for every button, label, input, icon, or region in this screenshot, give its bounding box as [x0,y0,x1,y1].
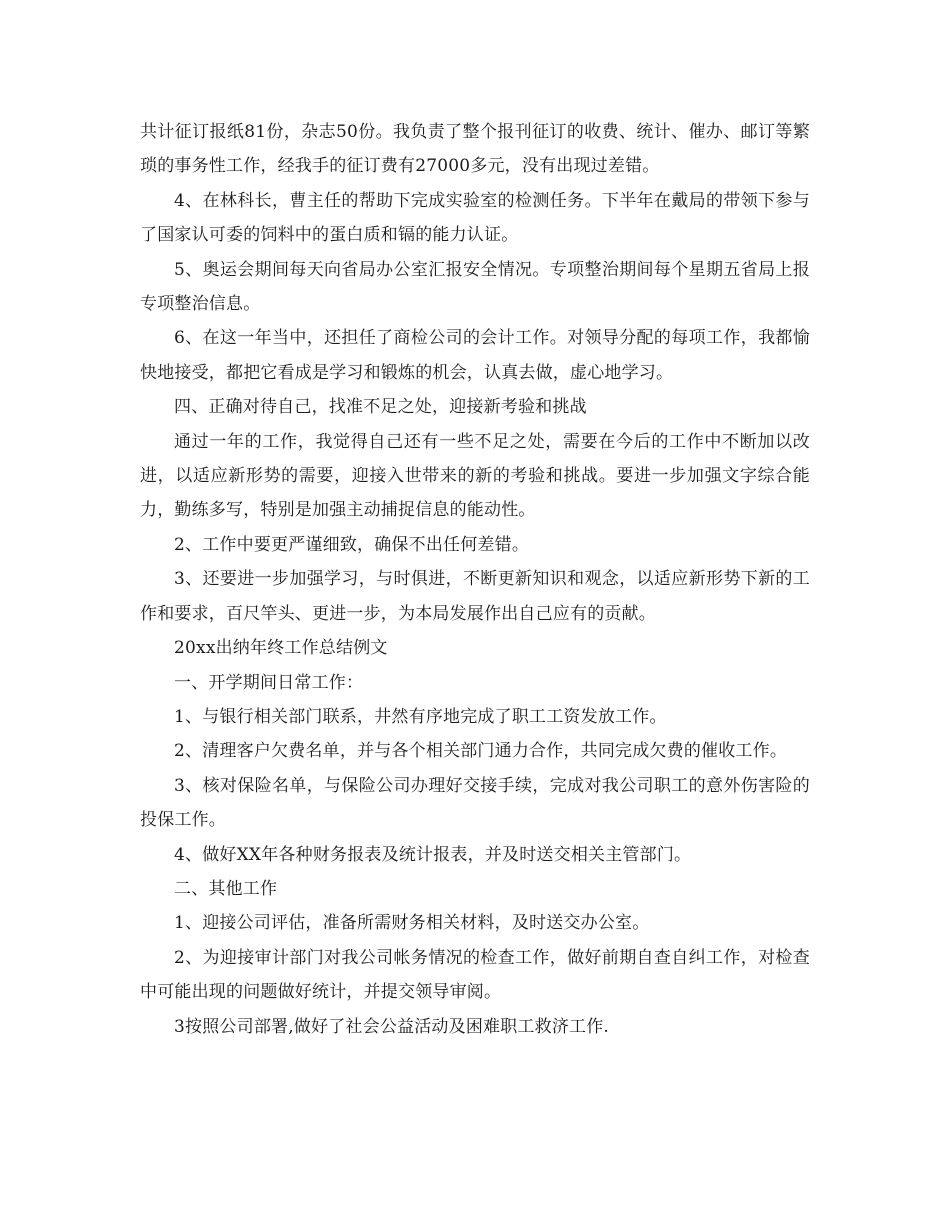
paragraph-6: 通过一年的工作，我觉得自己还有一些不足之处，需要在今后的工作中不断加以改进，以适应新形势的需要，迎接入世带来的新的考验和挑战。要进一步加强文字综合能力，勤练多写，特别是加强主动捕捉信息的能动性。 [140,431,810,521]
section-heading-4: 四、正确对待自己，找准不足之处，迎接新考验和挑战 [174,397,587,418]
paragraph-1: 共计征订报纸81份，杂志50份。我负责了整个报刊征订的收费、统计、催办、邮订等繁琐的事务性工作，经我手的征订费有27000多元，没有出现过差错。 [140,122,810,177]
paragraph-11: 1、与银行相关部门联系，井然有序地完成了职工工资发放工作。 [174,706,667,727]
paragraph-12: 2、清理客户欠费名单，并与各个相关部门通力合作，共同完成欠费的催收工作。 [174,741,788,762]
paragraph-18: 3按照公司部署,做好了社会公益活动及困难职工救济工作. [174,1016,610,1037]
paragraph-3: 5、奥运会期间每天向省局办公室汇报安全情况。专项整治期间每个星期五省局上报专项整治信息。 [140,259,810,315]
paragraph-2: 4、在林科长，曹主任的帮助下完成实验室的检测任务。下半年在戴局的带领下参与了国家认可委的饲料中的蛋白质和镉的能力认证。 [140,190,810,246]
paragraph-13: 3、核对保险名单，与保险公司办理好交接手续，完成对我公司职工的意外伤害险的投保工作。 [140,775,810,831]
example-title: 20xx出纳年终工作总结例文 [174,638,388,659]
paragraph-8: 3、还要进一步加强学习，与时俱进，不断更新知识和观念，以适应新形势下新的工作和要求，百尺竿头、更进一步，为本局发展作出自己应有的贡献。 [140,569,810,624]
paragraph-14: 4、做好XX年各种财务报表及统计报表，并及时送交相关主管部门。 [174,844,692,865]
paragraph-17: 2、为迎接审计部门对我公司帐务情况的检查工作，做好前期自查自纠工作，对检查中可能出现的问题做好统计，并提交领导审阅。 [140,947,810,1003]
section-heading-1: 一、开学期间日常工作： [174,672,364,693]
section-heading-2: 二、其他工作 [174,878,278,899]
paragraph-16: 1、迎接公司评估，准备所需财务相关材料，及时送交办公室。 [174,913,650,934]
paragraph-4: 6、在这一年当中，还担任了商检公司的会计工作。对领导分配的每项工作，我都愉快地接受，都把它看成是学习和锻炼的机会，认真去做，虚心地学习。 [140,328,810,383]
document-body [140,115,810,1044]
paragraph-7: 2、工作中要更严谨细致，确保不出任何差错。 [174,534,530,555]
